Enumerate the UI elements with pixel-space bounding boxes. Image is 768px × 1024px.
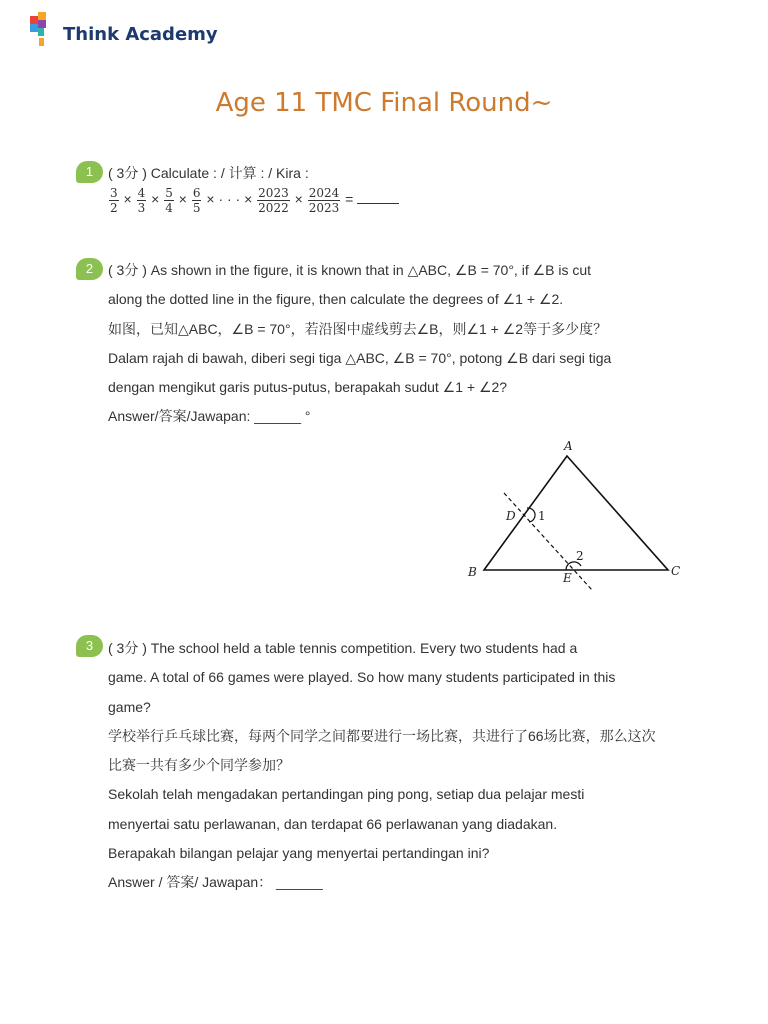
fraction-2: $\frac{4}{3}$ (137, 186, 146, 215)
question-2-badge: 2 (76, 258, 103, 280)
question-3-line-5: 比赛一共有多少个同学参加？ (108, 757, 290, 774)
answer-blank[interactable] (357, 191, 399, 204)
angle-2-label: 2 (576, 549, 584, 563)
triangle-figure (460, 436, 690, 596)
fraction-6: $\frac{2024}{2023}$ (308, 186, 340, 215)
question-3-badge: 3 (76, 635, 103, 657)
question-1 (108, 162, 688, 215)
times-sign: × (206, 191, 215, 208)
question-3-line-6: Sekolah telah mengadakan pertandingan ping pong, setiap dua pelajar mesti (108, 786, 585, 803)
question-1-expression (108, 186, 688, 215)
ellipsis: · · · (218, 191, 241, 208)
logo-icon (28, 12, 58, 52)
question-2-line-5: dengan mengikut garis putus-putus, berapakah sudut ∠1 + ∠2? (108, 379, 508, 396)
logo-text: Think Academy (63, 23, 218, 45)
question-3-line-8: Berapakah bilangan pelajar yang menyertai pertandingan ini? (108, 845, 490, 862)
fraction-5: $\frac{2023}{2022}$ (258, 186, 289, 215)
times-sign: × (123, 191, 132, 208)
angle-1-label: 1 (538, 509, 546, 523)
fraction-4: $\frac{6}{5}$ (192, 186, 201, 215)
question-2-points: ( 3分 ) (108, 262, 147, 278)
question-2-line-4: Dalam rajah di bawah, diberi segi tiga △ABC, ∠B = 70°, potong ∠B dari segi tiga (108, 349, 612, 366)
question-3-line-4: 学校举行乒乓球比赛，每两个同学之间都要进行一场比赛，共进行了66场比赛，那么这次 (108, 727, 656, 744)
equals-sign: = (345, 191, 354, 208)
question-3-line-3: game? (108, 698, 151, 715)
question-2-line-2: along the dotted line in the figure, then calculate the degrees of ∠1 + ∠2. (108, 291, 564, 308)
point-e-label: E (563, 571, 572, 585)
question-3-answer: Answer / 答案/ Jawapan： ______ (108, 874, 323, 891)
angle-2-arc (566, 562, 581, 570)
question-2-line-3: 如图，已知△ABC，∠B = 70°，若沿图中虚线剪去∠B，则∠1 + ∠2等于多少度？ (108, 320, 608, 337)
times-sign: × (294, 191, 303, 208)
question-3-points: ( 3分 ) (108, 640, 147, 656)
question-3 (108, 634, 688, 898)
question-2 (108, 256, 688, 432)
times-sign: × (244, 191, 253, 208)
question-1-points: ( 3分 ) (108, 165, 147, 181)
question-3-line-2: game. A total of 66 games were played. So how many students participated in this (108, 669, 616, 686)
question-2-answer: Answer/答案/Jawapan: ______ ° (108, 408, 311, 425)
question-1-badge: 1 (76, 161, 103, 183)
question-1-text: Calculate : / 计算 : / Kira : (146, 165, 309, 181)
think-academy-logo (28, 12, 218, 52)
vertex-b-label: B (468, 565, 477, 579)
fraction-1: $\frac{3}{2}$ (110, 186, 118, 215)
times-sign: × (178, 191, 187, 208)
page-title: Age 11 TMC Final Round~ (215, 88, 553, 118)
dotted-cut-line (504, 493, 592, 590)
vertex-c-label: C (671, 564, 681, 578)
question-3-line-1: The school held a table tennis competition. Every two students had a (146, 640, 578, 656)
question-3-line-7: menyertai satu perlawanan, dan terdapat 66 perlawanan yang diadakan. (108, 815, 558, 832)
point-d-label: D (506, 509, 516, 523)
question-2-line-1: As shown in the figure, it is known that in △ABC, ∠B = 70°, if ∠B is cut (146, 262, 592, 278)
fraction-3: $\frac{5}{4}$ (165, 186, 173, 215)
vertex-a-label: A (564, 439, 573, 453)
times-sign: × (151, 191, 160, 208)
